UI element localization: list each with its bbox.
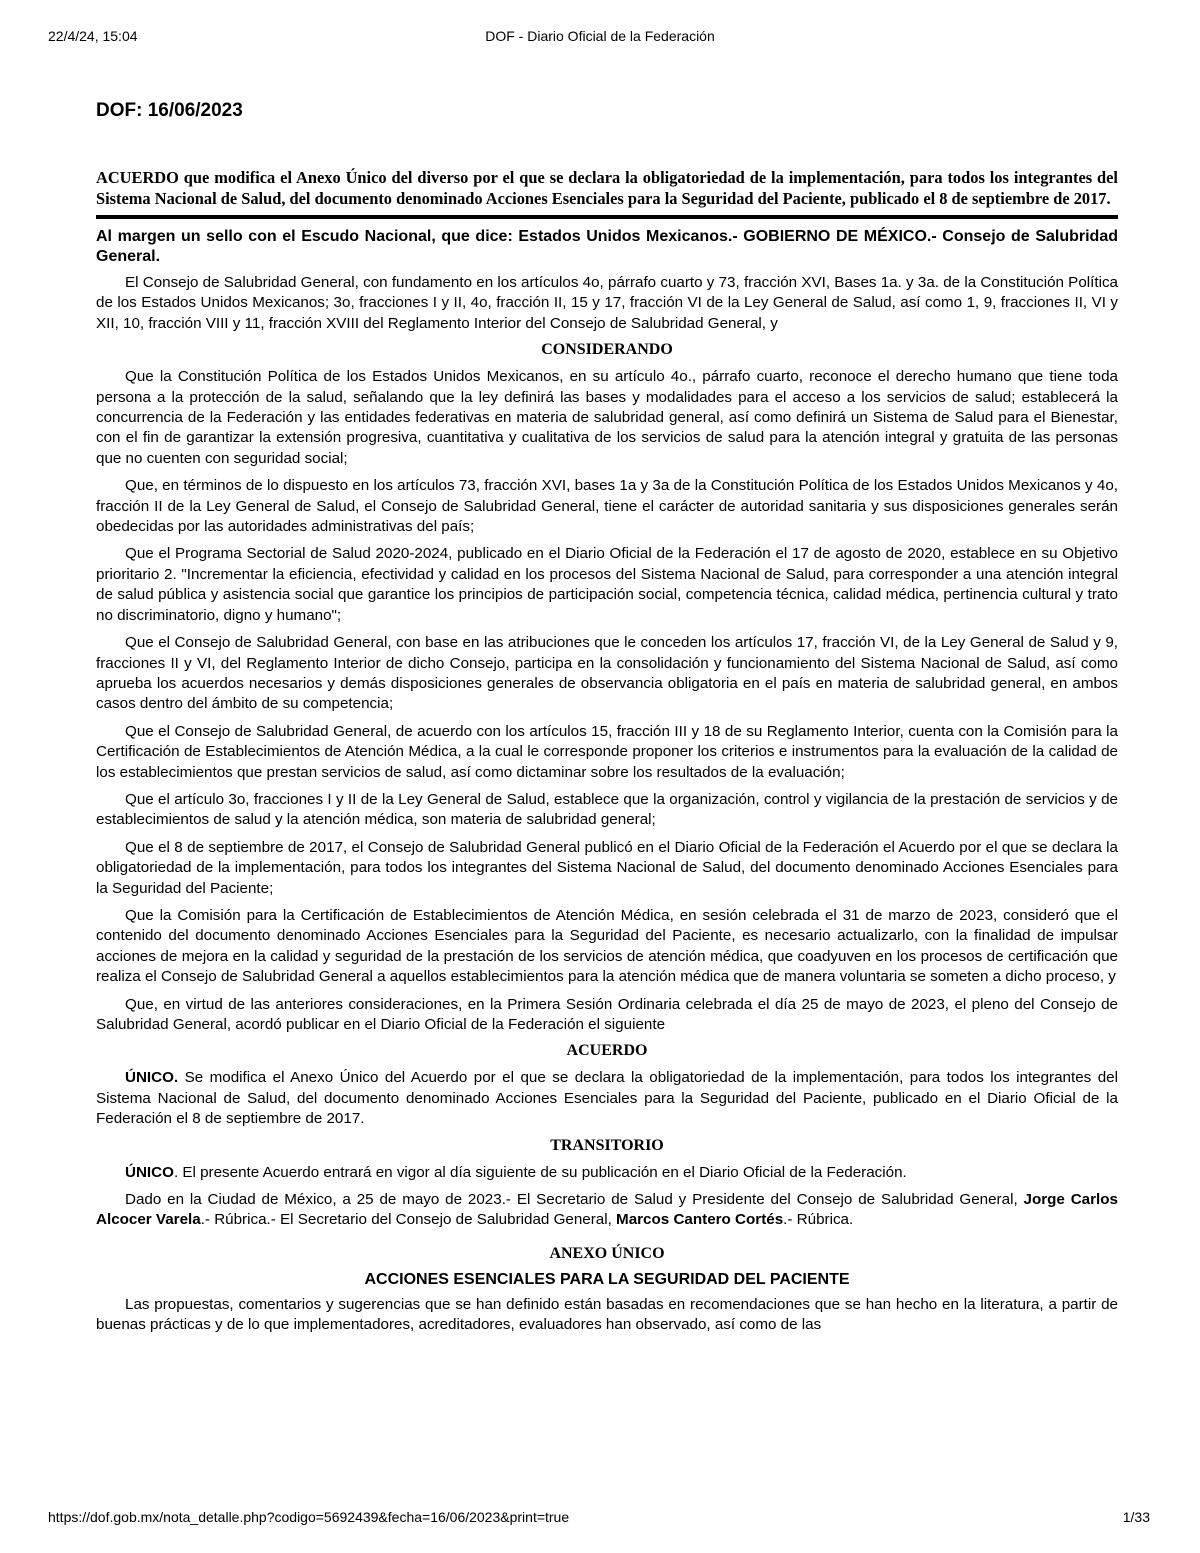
acuerdo-paragraph — [96, 1068, 1118, 1129]
anexo-heading: ANEXO ÚNICO — [549, 1244, 665, 1262]
dof-date: DOF: 16/06/2023 — [96, 100, 243, 121]
considerando-paragraph: Que el artículo 3o, fracciones I y II de la Ley General de Salud, establece que la organización, control y vigilancia de la prestación de servicios y de establecimientos de salud y la atención médica, son materia de salubridad general; — [96, 790, 1118, 829]
print-date: 22/4/24, 15:04 — [48, 28, 138, 44]
dado-text-2: .- Rúbrica.- El Secretario del Consejo de Salubridad General, — [200, 1211, 617, 1229]
considerando-paragraph: Que la Comisión para la Certificación de Establecimientos de Atención Médica, en sesión celebrada el 31 de marzo de 2023, consideró que el contenido del documento denominado Acciones Esenciales para la Seguridad del Paciente, es necesario actualizarlo, con la finalidad de impulsar acciones de mejora en la calidad y seguridad de la prestación de los servicios de atención médica, que coadyuven en los procesos de certificación que realiza el Consejo de Salubridad General a aquellos establecimientos para la atención médica que de manera voluntaria se someten a dicho proceso, y — [96, 906, 1118, 986]
considerando-paragraph: Que la Constitución Política de los Estados Unidos Mexicanos, en su artículo 4o., párrafo cuarto, reconoce el derecho humano que tiene toda persona a la protección de la salud, señalando que la ley definirá las bases y modalidades para el acceso a los servicios de salud; establecerá la concurrencia de la Federación y las entidades federativas en materia de salubridad general, así como definirá un Sistema de Salud para el Bienestar, con el fin de garantizar la extensión progresiva, cuantitativa y cualitativa de los servicios de salud para la atención integral y gratuita de las personas que no cuenten con seguridad social; — [96, 368, 1118, 467]
title-divider — [96, 215, 1118, 219]
signer-2: Marcos Cantero Cortés — [616, 1211, 784, 1229]
dado-text-3: .- Rúbrica. — [783, 1211, 854, 1229]
considerando-paragraph: Que, en términos de lo dispuesto en los artículos 73, fracción XVI, bases 1a y 3a de la Constitución Política de los Estados Unidos Mexicanos y 4o, fracción II de la Ley General de Salud, el Consejo de Salubridad General, tiene el carácter de autoridad sanitaria y sus disposiciones generales serán obedecidas por las autoridades administrativas del país; — [96, 477, 1118, 536]
considerando-paragraph: Que el Consejo de Salubridad General, de acuerdo con los artículos 15, fracción III y 18 de su Reglamento Interior, cuenta con la Comisión para la Certificación de Establecimientos de Atención Médica, a la cual le corresponde proponer los criterios e instrumentos para la evaluación de la calidad de los establecimientos que prestan servicios de salud, así como dictaminar sobre los resultados de la evaluación; — [96, 722, 1118, 781]
print-url: https://dof.gob.mx/nota_detalle.php?codigo=5692439&fecha=16/06/2023&print=true — [48, 1509, 570, 1525]
document-body — [96, 96, 1118, 1343]
acuerdo-heading: ACUERDO — [566, 1042, 648, 1060]
document-title: ACUERDO que modifica el Anexo Único del diverso por el que se declara la obligatoriedad de la implementación, para todos los integrantes del Sistema Nacional de Salud, del documento denominado Acciones Esenciales para la Seguridad del Paciente, publicado el 8 de septiembre de 2017. — [96, 168, 1118, 208]
transitorio-heading: TRANSITORIO — [550, 1136, 664, 1154]
considerando-paragraph: Que el Programa Sectorial de Salud 2020-2024, publicado en el Diario Oficial de la Federación el 17 de agosto de 2020, establece en su Objetivo prioritario 2. "Incrementar la eficiencia, efectividad y calidad en los procesos del Sistema Nacional de Salud, para corresponder a una atención integral de salud pública y asistencia social que garantice los principios de participación social, competencia técnica, calidad médica, pertinencia cultural y trato no discriminatorio, digno y humano"; — [96, 545, 1118, 624]
considerando-paragraph: Que el 8 de septiembre de 2017, el Consejo de Salubridad General publicó en el Diario Oficial de la Federación el Acuerdo por el que se declara la obligatoriedad de la implementación, para todos los integrantes del Sistema Nacional de Salud, del documento denominado Acciones Esenciales para la Seguridad del Paciente; — [96, 838, 1118, 897]
acuerdo-lead: ÚNICO. — [125, 1069, 179, 1087]
considerando-paragraph: Que, en virtud de las anteriores consideraciones, en la Primera Sesión Ordinaria celebrada el día 25 de mayo de 2023, el pleno del Consejo de Salubridad General, acordó publicar en el Diario Oficial de la Federación el siguiente — [96, 995, 1118, 1033]
signature-paragraph — [96, 1190, 1118, 1231]
acuerdo-text: Se modifica el Anexo Único del Acuerdo por el que se declara la obligatoriedad de la implementación, para todos los integrantes del Sistema Nacional de Salud, del documento denominado Acciones Esenciales para la Seguridad del Paciente, publicado en el Diario Oficial de la Federación el 8 de septiembre de 2017. — [96, 1069, 1118, 1128]
considerando-heading: CONSIDERANDO — [541, 341, 673, 359]
margin-note: Al margen un sello con el Escudo Nacional, que dice: Estados Unidos Mexicanos.- GOBIERNO DE MÉXICO.- Consejo de Salubridad General. — [96, 228, 1118, 265]
transitorio-text: . El presente Acuerdo entrará en vigor al día siguiente de su publicación en el Diario Oficial de la Federación. — [173, 1163, 907, 1181]
anexo-intro-paragraph: Las propuestas, comentarios y sugerencias que se han definido están basadas en recomendaciones que se han hecho en la literatura, a partir de buenas prácticas y de lo que implementadores, acreditadores, evaluadores han observado, así como de las — [96, 1295, 1118, 1334]
dado-text-1: Dado en la Ciudad de México, a 25 de mayo de 2023.- El Secretario de Salud y Presidente del Consejo de Salubridad General, — [125, 1191, 1024, 1209]
transitorio-lead: ÚNICO — [125, 1163, 174, 1181]
signer-1: Jorge Carlos Alcocer Varela — [96, 1191, 1118, 1229]
anexo-subheading: ACCIONES ESENCIALES PARA LA SEGURIDAD DEL PACIENTE — [364, 1270, 850, 1288]
print-page-title: DOF - Diario Oficial de la Federación — [485, 28, 715, 44]
page-number: 1/33 — [1122, 1509, 1150, 1525]
considerando-paragraph: Que el Consejo de Salubridad General, con base en las atribuciones que le conceden los artículos 17, fracción VI, de la Ley General de Salud y 9, fracciones II y VI, del Reglamento Interior de dicho Consejo, participa en la consolidación y funcionamiento del Sistema Nacional de Salud, así como aprueba los acuerdos necesarios y demás disposiciones generales de observancia obligatoria en el país en materia de salubridad general, en ambos casos dentro del ámbito de su competencia; — [96, 634, 1118, 713]
transitorio-paragraph — [96, 1163, 1118, 1183]
intro-paragraph: El Consejo de Salubridad General, con fundamento en los artículos 4o, párrafo cuarto y 73, fracción XVI, Bases 1a. y 3a. de la Constitución Política de los Estados Unidos Mexicanos; 3o, fracciones I y II, 4o, fracción II, 15 y 17, fracción VI de la Ley General de Salud, así como 1, 9, fracciones II, VI y XII, 10, fracción VIII y 11, fracción XVIII del Reglamento Interior del Consejo de Salubridad General, y — [96, 274, 1118, 332]
